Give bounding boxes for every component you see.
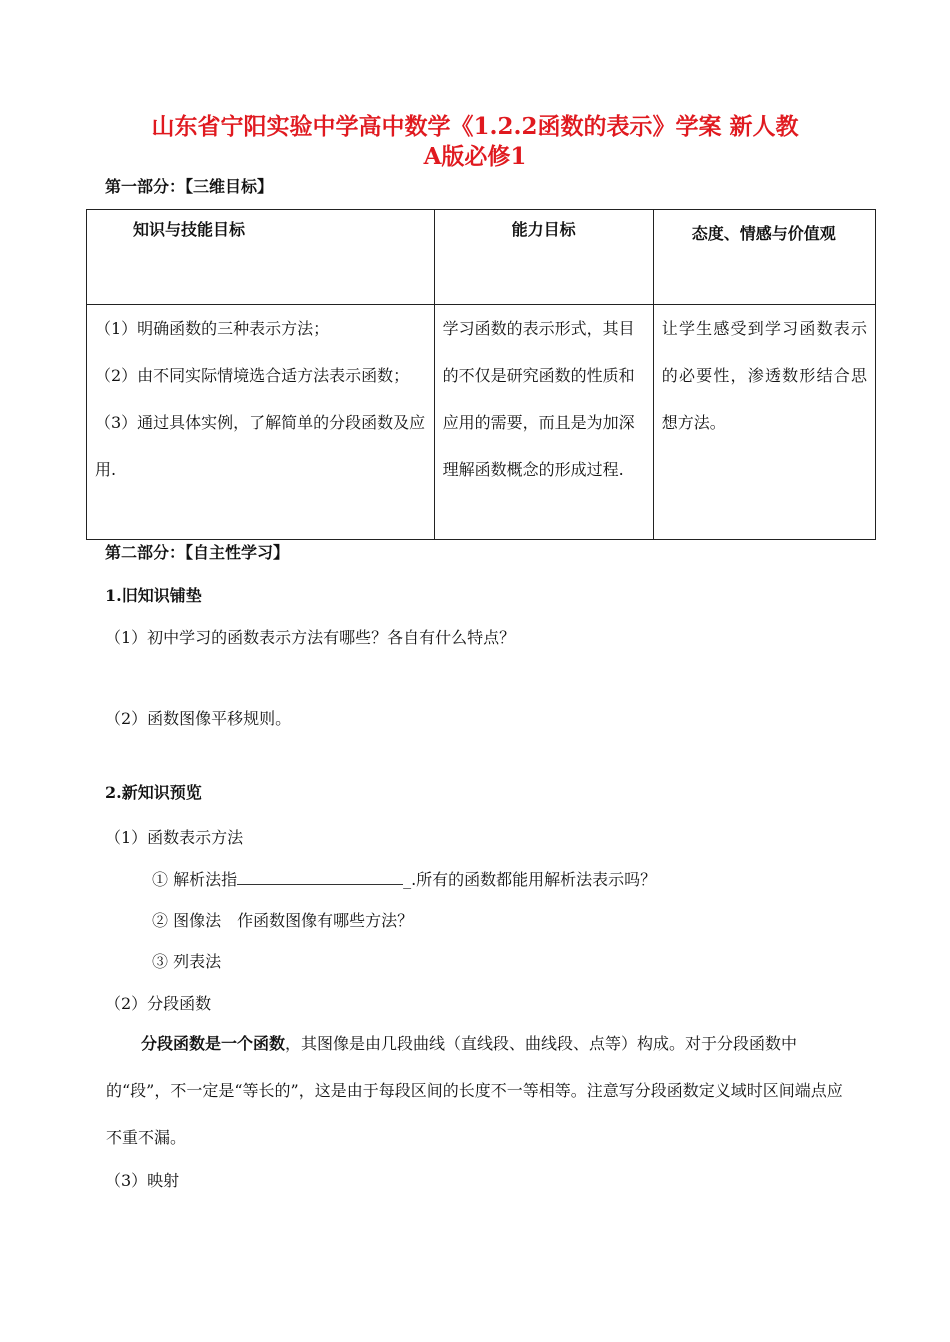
- header-knowledge: 知识与技能目标: [87, 210, 435, 305]
- s2-heading: 2.新知识预览: [105, 783, 202, 802]
- paragraph-bold-lead: 分段函数是一个函数: [141, 1034, 286, 1053]
- s2-item-2: （2）分段函数: [105, 994, 212, 1013]
- s2-item-c: ③ 列表法: [152, 952, 222, 971]
- paragraph-text: ，其图像是由几段曲线（直线段、曲线段、点等）构成。对于分段函数中的“段”，不一定是“等长的”，这是由于每段区间的长度不一等相等。注意写分段函数定义域时区间端点应不重不漏。: [106, 1034, 843, 1147]
- section2-heading: 第二部分：【自主性学习】: [105, 543, 290, 562]
- knowledge-item-2: （2）由不同实际情境选合适方法表示函数；: [95, 366, 410, 385]
- section1-heading: 第一部分：【三维目标】: [105, 177, 274, 196]
- s1-question-1: （1）初中学习的函数表示方法有哪些？各自有什么特点？: [105, 628, 516, 647]
- s1-heading: 1.旧知识铺垫: [105, 586, 202, 605]
- cell-knowledge: [87, 305, 435, 540]
- goals-table: [86, 209, 876, 540]
- document-title-line1: 山东省宁阳实验中学高中数学《1.2.2函数的表示》学案 新人教: [151, 113, 799, 140]
- s2-item-a: [152, 867, 656, 890]
- s2-item-3: （3）映射: [105, 1171, 180, 1190]
- knowledge-item-1: （1）明确函数的三种表示方法；: [95, 319, 330, 338]
- header-ability: 能力目标: [434, 210, 653, 305]
- fill-in-blank[interactable]: [237, 868, 403, 885]
- header-attitude: 态度、情感与价值观: [653, 210, 875, 305]
- s1-question-2: （2）函数图像平移规则。: [105, 709, 292, 728]
- s2-item-a-prefix: ① 解析法指: [152, 870, 238, 889]
- cell-ability: 学习函数的表示形式，其目的不仅是研究函数的性质和应用的需要，而且是为加深理解函数概念的形成过程.: [434, 305, 653, 540]
- document-title-line2: A版必修1: [423, 143, 527, 170]
- knowledge-item-3: （3）通过具体实例，了解简单的分段函数及应用.: [95, 413, 426, 479]
- piecewise-paragraph: [106, 1020, 851, 1161]
- s2-item-1: （1）函数表示方法: [105, 828, 244, 847]
- s2-item-a-suffix: _.所有的函数都能用解析法表示吗？: [403, 870, 657, 889]
- cell-attitude: 让学生感受到学习函数表示的必要性，渗透数形结合思想方法。: [653, 305, 875, 540]
- s2-item-b: ② 图像法 作函数图像有哪些方法？: [152, 911, 414, 930]
